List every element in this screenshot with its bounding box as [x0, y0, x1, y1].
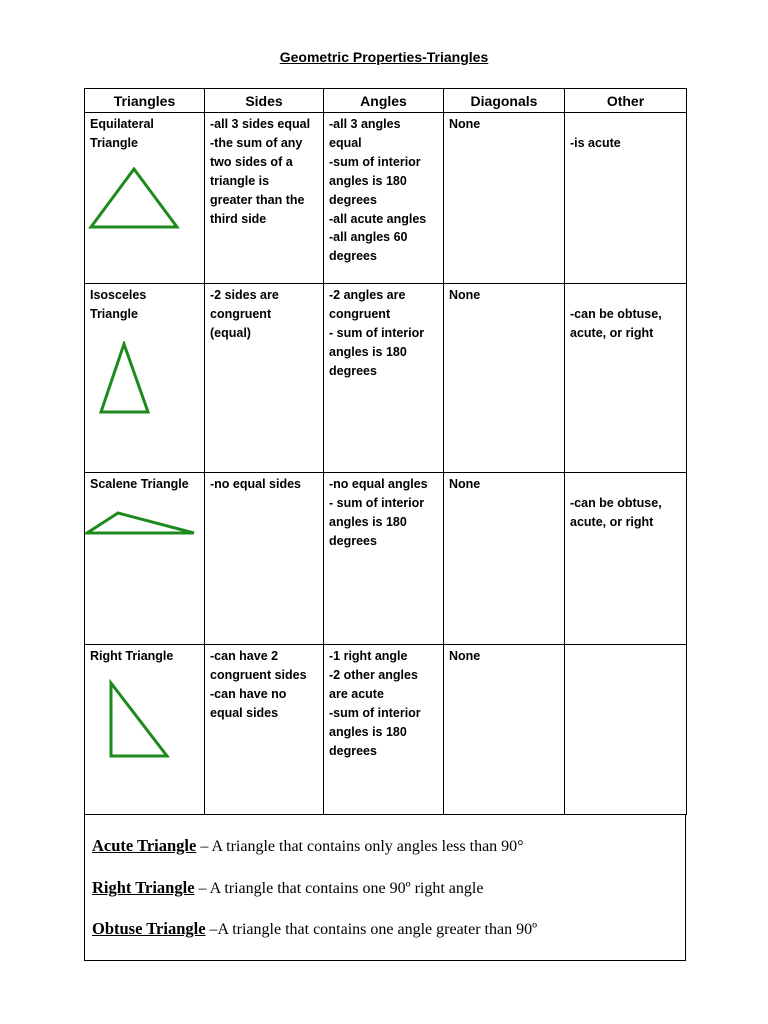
diagonals-cell — [444, 113, 565, 284]
cell-line: angles is 180 — [329, 173, 407, 188]
triangle-name — [85, 113, 204, 153]
cell-line: -no equal sides — [210, 477, 301, 491]
definition-term: Obtuse Triangle — [92, 919, 206, 938]
cell-line: equal — [329, 135, 362, 150]
cell-line: degrees — [329, 743, 377, 758]
other-cell — [565, 645, 687, 815]
equilateral-triangle-icon — [85, 167, 185, 237]
cell-line: third side — [210, 211, 267, 226]
spacer — [570, 475, 681, 494]
sides-cell — [205, 473, 324, 645]
definition-term: Right Triangle — [92, 878, 195, 897]
isosceles-triangle-icon — [85, 341, 185, 421]
cell-line: degrees — [329, 363, 377, 378]
cell-line: -can have 2 — [210, 649, 279, 663]
right-triangle-icon — [85, 679, 185, 764]
cell-line: Triangle — [90, 306, 138, 321]
cell-line: -the sum of any — [210, 135, 303, 150]
cell-line: Right Triangle — [90, 649, 174, 663]
spacer — [570, 647, 681, 666]
diagonals-text: None — [449, 117, 481, 131]
angles-cell — [324, 473, 444, 645]
cell-line: -2 other angles — [329, 667, 418, 682]
definition-acute — [92, 836, 524, 856]
triangle-name-cell — [85, 284, 205, 473]
cell-line: - sum of interior — [329, 325, 425, 340]
triangle-name — [85, 284, 204, 324]
cell-line: equal sides — [210, 705, 279, 720]
spacer — [570, 286, 681, 305]
cell-line: are acute — [329, 686, 384, 701]
table-row — [85, 473, 687, 645]
cell-line: angles is 180 — [329, 724, 407, 739]
sides-cell — [205, 645, 324, 815]
cell-line: (equal) — [210, 325, 251, 340]
cell-line: -2 sides are — [210, 288, 279, 302]
definition-text: – A triangle that contains one 90º right angle — [194, 880, 484, 897]
cell-line: -all 3 sides equal — [210, 117, 311, 131]
cell-line: degrees — [329, 249, 377, 264]
cell-line: -can be obtuse, — [570, 306, 662, 321]
triangle-outline — [91, 169, 177, 227]
diagonals-text: None — [449, 288, 481, 302]
triangle-name — [85, 645, 204, 666]
sides-cell — [205, 113, 324, 284]
other-cell — [565, 284, 687, 473]
definition-text: –A triangle that contains one angle greater than 90º — [205, 921, 538, 938]
angles-text — [324, 284, 443, 381]
diagonals-cell — [444, 645, 565, 815]
cell-line: angles is 180 — [329, 344, 407, 359]
diagonals-cell — [444, 284, 565, 473]
triangle-name-cell — [85, 473, 205, 645]
cell-line: congruent sides — [210, 667, 307, 682]
definition-term: Acute Triangle — [92, 836, 197, 855]
table-row — [85, 645, 687, 815]
scalene-triangle-icon — [85, 509, 205, 549]
cell-line: -sum of interior — [329, 154, 421, 169]
header-triangles: Triangles — [85, 89, 205, 113]
sides-text — [205, 645, 323, 723]
sides-cell — [205, 284, 324, 473]
angles-text — [324, 113, 443, 266]
cell-line: triangle is — [210, 173, 270, 188]
angles-cell — [324, 645, 444, 815]
triangle-outline — [111, 683, 167, 756]
cell-line: Equilateral — [90, 117, 154, 131]
other-cell — [565, 113, 687, 284]
cell-line: Scalene Triangle — [90, 477, 189, 491]
cell-line: degrees — [329, 192, 377, 207]
cell-line: -can have no — [210, 686, 287, 701]
angles-cell — [324, 284, 444, 473]
triangle-outline — [87, 513, 194, 533]
table-row — [85, 284, 687, 473]
cell-line: degrees — [329, 533, 377, 548]
table-row — [85, 113, 687, 284]
angles-cell — [324, 113, 444, 284]
cell-line: acute, or right — [570, 325, 654, 340]
definition-obtuse — [92, 919, 537, 939]
triangle-name — [85, 473, 204, 494]
header-angles: Angles — [324, 89, 444, 113]
header-other: Other — [565, 89, 687, 113]
cell-line: greater than the — [210, 192, 305, 207]
diagonals-cell — [444, 473, 565, 645]
triangle-name-cell — [85, 113, 205, 284]
cell-line: acute, or right — [570, 514, 654, 529]
table-header-row — [85, 89, 687, 113]
page-title: Geometric Properties-Triangles — [279, 49, 489, 65]
cell-line: congruent — [210, 306, 272, 321]
cell-line: -can be obtuse, — [570, 495, 662, 510]
triangle-properties-table — [84, 88, 687, 815]
other-text — [565, 113, 686, 153]
spacer — [570, 115, 681, 134]
header-diagonals: Diagonals — [444, 89, 565, 113]
other-text — [565, 284, 686, 343]
cell-line: -all angles 60 — [329, 230, 408, 245]
cell-line: Triangle — [90, 135, 138, 150]
cell-line: -all 3 angles — [329, 117, 401, 131]
triangle-outline — [101, 344, 148, 412]
angles-text — [324, 473, 443, 551]
triangle-name-cell — [85, 645, 205, 815]
definitions-box — [84, 814, 686, 961]
header-sides: Sides — [205, 89, 324, 113]
sides-text — [205, 473, 323, 494]
angles-text — [324, 645, 443, 760]
sides-text — [205, 113, 323, 228]
definition-right — [92, 878, 483, 898]
cell-line: -no equal angles — [329, 477, 428, 491]
diagonals-text: None — [449, 649, 481, 663]
cell-line: -2 angles are — [329, 288, 406, 302]
other-cell — [565, 473, 687, 645]
cell-line: -all acute angles — [329, 211, 427, 226]
sides-text — [205, 284, 323, 343]
cell-line: congruent — [329, 306, 391, 321]
cell-line: angles is 180 — [329, 514, 407, 529]
cell-line: Isosceles — [90, 288, 147, 302]
cell-line: two sides of a — [210, 154, 293, 169]
definition-text: – A triangle that contains only angles less than 90° — [196, 838, 524, 855]
diagonals-text: None — [449, 477, 481, 491]
cell-line: - sum of interior — [329, 495, 425, 510]
cell-line: -sum of interior — [329, 705, 421, 720]
cell-line: -1 right angle — [329, 649, 408, 663]
cell-line: -is acute — [570, 135, 621, 150]
other-text — [565, 473, 686, 532]
other-text — [565, 645, 686, 666]
